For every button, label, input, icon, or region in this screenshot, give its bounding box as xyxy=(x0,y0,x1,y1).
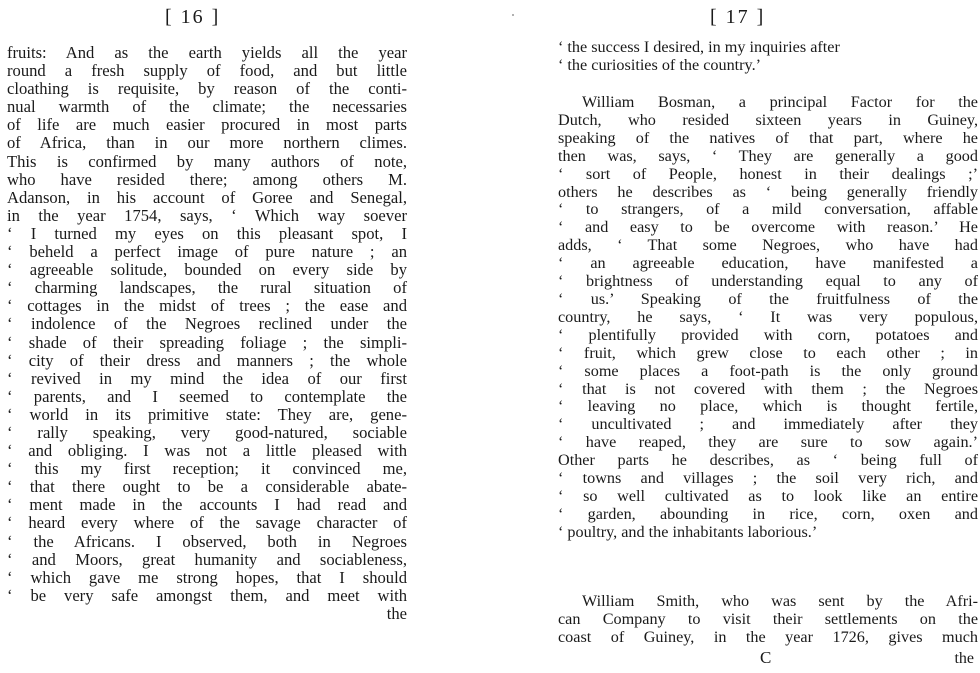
text-line: ‘ leaving no place, which is thought fertile, xyxy=(558,397,978,416)
text-line: ‘ the success I desired, in my inquiries after xyxy=(558,38,840,56)
text-line: cloathing is requisite, by reason of the conti- xyxy=(7,79,407,99)
text-line: ‘ some places a foot-path is the only ground xyxy=(558,361,978,380)
text-line: ‘ plentifully provided with corn, potatoes and xyxy=(558,325,978,344)
text-line: ‘ brightness of understanding equal to any of xyxy=(558,272,978,291)
page-number: [ 17 ] xyxy=(710,6,766,28)
text-line: ‘ sort of People, honest in their dealings ;’ xyxy=(558,164,978,183)
signature-mark: C xyxy=(760,648,772,667)
text-line: Adanson, in his account of Goree and Senegal, xyxy=(7,187,407,207)
text-line: country, he says, ‘ It was very populous, xyxy=(558,307,978,326)
text-line: ‘ heard every where of the savage character of xyxy=(7,513,407,533)
text-line: ‘ have reaped, they are sure to sow again.’ xyxy=(558,433,978,452)
paragraph-smith xyxy=(558,593,978,647)
text-line: ‘ rally speaking, very good-natured, sociable xyxy=(7,422,407,442)
text-line: can Company to visit their settlements on the xyxy=(558,609,978,628)
text-line: ‘ uncultivated ; and immediately after they xyxy=(558,415,978,434)
text-line: of life are much easier procured in most parts xyxy=(7,115,407,135)
text-line: then was, says, ‘ They are generally a good xyxy=(558,146,978,165)
text-line: who have resided there; among others M. xyxy=(7,169,407,189)
text-line: ‘ shade of their spreading foliage ; the simpli- xyxy=(7,332,407,352)
catchword: the xyxy=(386,603,407,623)
page-number: [ 16 ] xyxy=(165,6,221,28)
text-line: ‘ I turned my eyes on this pleasant spot, I xyxy=(7,223,407,243)
paragraph-continuation xyxy=(558,39,978,75)
text-line: ‘ parents, and I seemed to contemplate the xyxy=(7,386,407,406)
text-line: ‘ ment made in the accounts I had read and xyxy=(7,495,407,515)
right-page xyxy=(510,0,980,673)
text-line: in the year 1754, says, ‘ Which way soever xyxy=(7,205,407,225)
text-line: ‘ and Moors, great humanity and sociableness, xyxy=(7,549,407,569)
text-line: speaking of the natives of that part, where he xyxy=(558,128,978,147)
text-line: ‘ us.’ Speaking of the fruitfulness of the xyxy=(558,289,978,308)
text-line: William Bosman, a principal Factor for the xyxy=(582,93,978,111)
paragraph-bosman xyxy=(558,94,978,542)
text-line: Dutch, who resided sixteen years in Guiney, xyxy=(558,110,978,129)
text-line: ‘ which gave me strong hopes, that I should xyxy=(7,567,407,587)
text-line: ‘ world in its primitive state: They are, gene- xyxy=(7,404,407,424)
text-line: ‘ beheld a perfect image of pure nature ; an xyxy=(7,242,407,262)
text-line: ‘ towns and villages ; the soil very rich, and xyxy=(558,469,978,488)
text-line: ‘ so well cultivated as to look like an entire xyxy=(558,486,978,505)
text-line: ‘ revived in my mind the idea of our first xyxy=(7,368,407,388)
text-line: of Africa, than in our more northern climes. xyxy=(7,133,407,153)
text-line: ‘ that there ought to be a considerable abate- xyxy=(7,477,407,497)
text-line: ‘ to strangers, of a mild conversation, affable xyxy=(558,200,978,219)
text-line: others he describes as ‘ being generally friendly xyxy=(558,182,978,201)
text-line: ‘ garden, abounding in rice, corn, oxen and xyxy=(558,504,978,523)
text-line: This is confirmed by many authors of note, xyxy=(7,151,407,171)
text-line: ‘ and obliging. I was not a little pleased with xyxy=(7,441,407,461)
text-line: fruits: And as the earth yields all the year xyxy=(7,43,407,62)
text-line: Other parts he describes, as ‘ being full of xyxy=(558,451,978,470)
text-line: nual warmth of the climate; the necessaries xyxy=(7,97,407,117)
text-line: ‘ city of their dress and manners ; the whole xyxy=(7,350,407,370)
text-line: ‘ an agreeable education, have manifested a xyxy=(558,254,978,273)
text-line: ‘ the Africans. I observed, both in Negroes xyxy=(7,531,407,551)
text-line: ‘ charming landscapes, the rural situation of xyxy=(7,278,407,298)
left-page xyxy=(0,0,470,673)
text-line: ‘ poultry, and the inhabitants laborious.’ xyxy=(558,522,818,541)
body-text xyxy=(7,44,407,623)
text-line: William Smith, who was sent by the Afri- xyxy=(582,592,978,610)
text-line: adds, ‘ That some Negroes, who have had xyxy=(558,236,978,255)
text-line: ‘ indolence of the Negroes reclined under the xyxy=(7,314,407,334)
text-line: ‘ and easy to be overcome with reason.’ He xyxy=(558,218,978,237)
text-line: ‘ agreeable solitude, bounded on every side by xyxy=(7,260,407,280)
text-line: ‘ this my first reception; it convinced me, xyxy=(7,459,407,479)
text-line: ‘ the curiosities of the country.’ xyxy=(558,55,762,74)
catchword: the xyxy=(954,650,974,667)
text-line: ‘ that is not covered with them ; the Negroes xyxy=(558,379,978,398)
text-line: round a fresh supply of food, and but little xyxy=(7,61,407,81)
text-line: ‘ cottages in the midst of trees ; the ease and xyxy=(7,296,407,316)
text-line: coast of Guiney, in the year 1726, gives much xyxy=(558,627,978,646)
text-line: ‘ fruit, which grew close to each other ; in xyxy=(558,343,978,362)
text-line: ‘ be very safe amongst them, and meet with xyxy=(7,585,407,605)
